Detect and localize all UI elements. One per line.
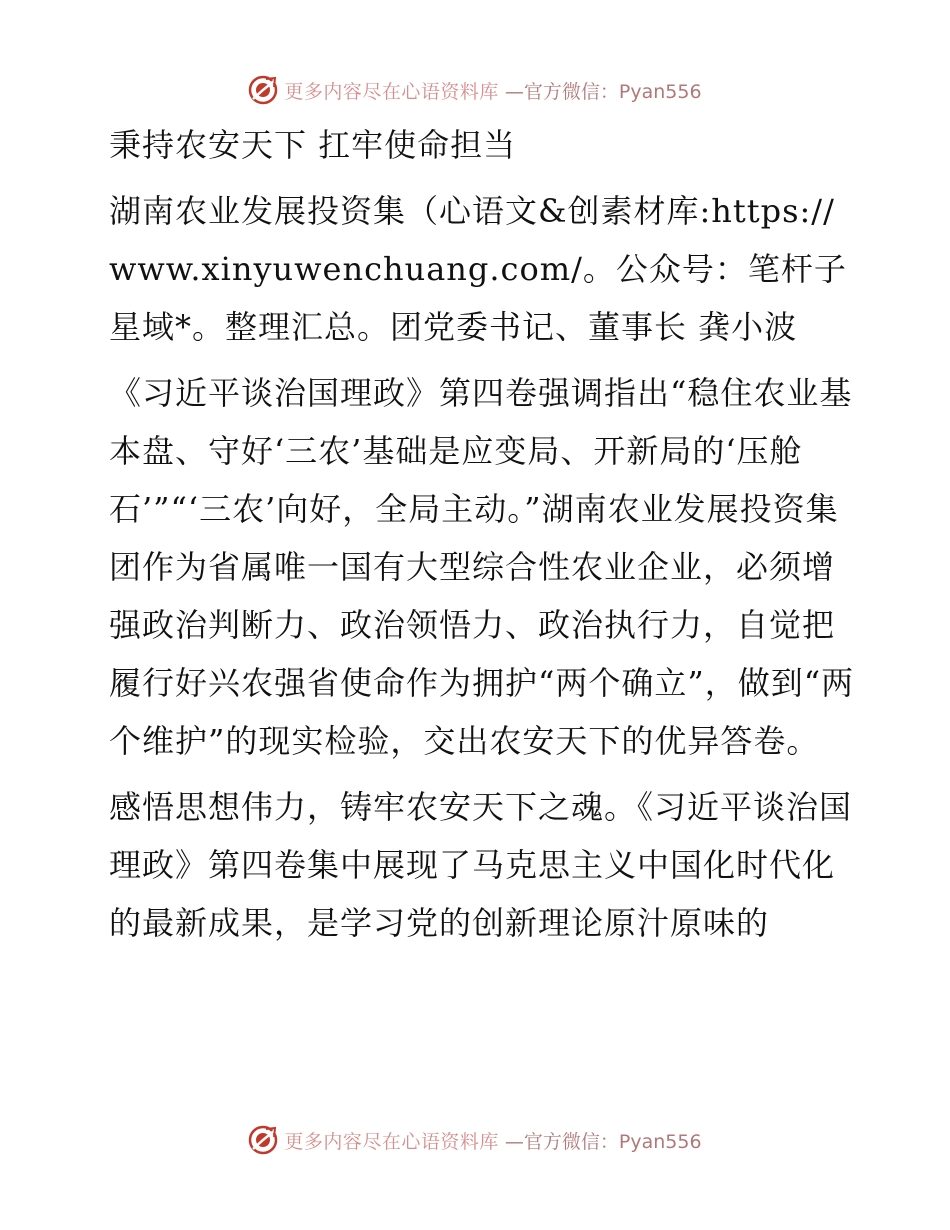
seal-logo-icon	[248, 1125, 278, 1155]
watermark-contact-text: —官方微信：Pyan556	[504, 1130, 702, 1153]
document-meta: 湖南农业发展投资集（心语文&创素材库:https://www.xinyuwenchuang.com/。公众号：笔杆子星域*。整理汇总。团党委书记、董事长 龚小波	[109, 192, 847, 346]
paragraph-2: 感悟思想伟力，铸牢农安天下之魂。《习近平谈治国理政》第四卷集中展现了马克思主义中国化时代化的最新成果，是学习党的创新理论原汁原味的	[109, 788, 853, 942]
footer-watermark	[0, 1122, 950, 1158]
watermark-contact-text: —官方微信：Pyan556	[504, 80, 702, 103]
header-watermark	[0, 72, 950, 108]
watermark-brand-text: 更多内容尽在心语资料库	[284, 80, 499, 103]
watermark-brand-text: 更多内容尽在心语资料库	[284, 1130, 499, 1153]
paragraph-1: 《习近平谈治国理政》第四卷强调指出“稳住农业基本盘、守好‘三农’基础是应变局、开新局的‘压舱石’”“‘三农’向好，全局主动。”湖南农业发展投资集团作为省属唯一国有大型综合性农业企业，必须增强政治判断力、政治领悟力、政治执行力，自觉把履行好兴农强省使命作为拥护“两个确立”，做到“两个维护”的现实检验，交出农安天下的优异答卷。	[109, 374, 855, 760]
document-body	[97, 116, 857, 960]
document-title: 秉持农安天下 扛牢使命担当	[109, 126, 517, 164]
seal-logo-icon	[248, 75, 278, 105]
